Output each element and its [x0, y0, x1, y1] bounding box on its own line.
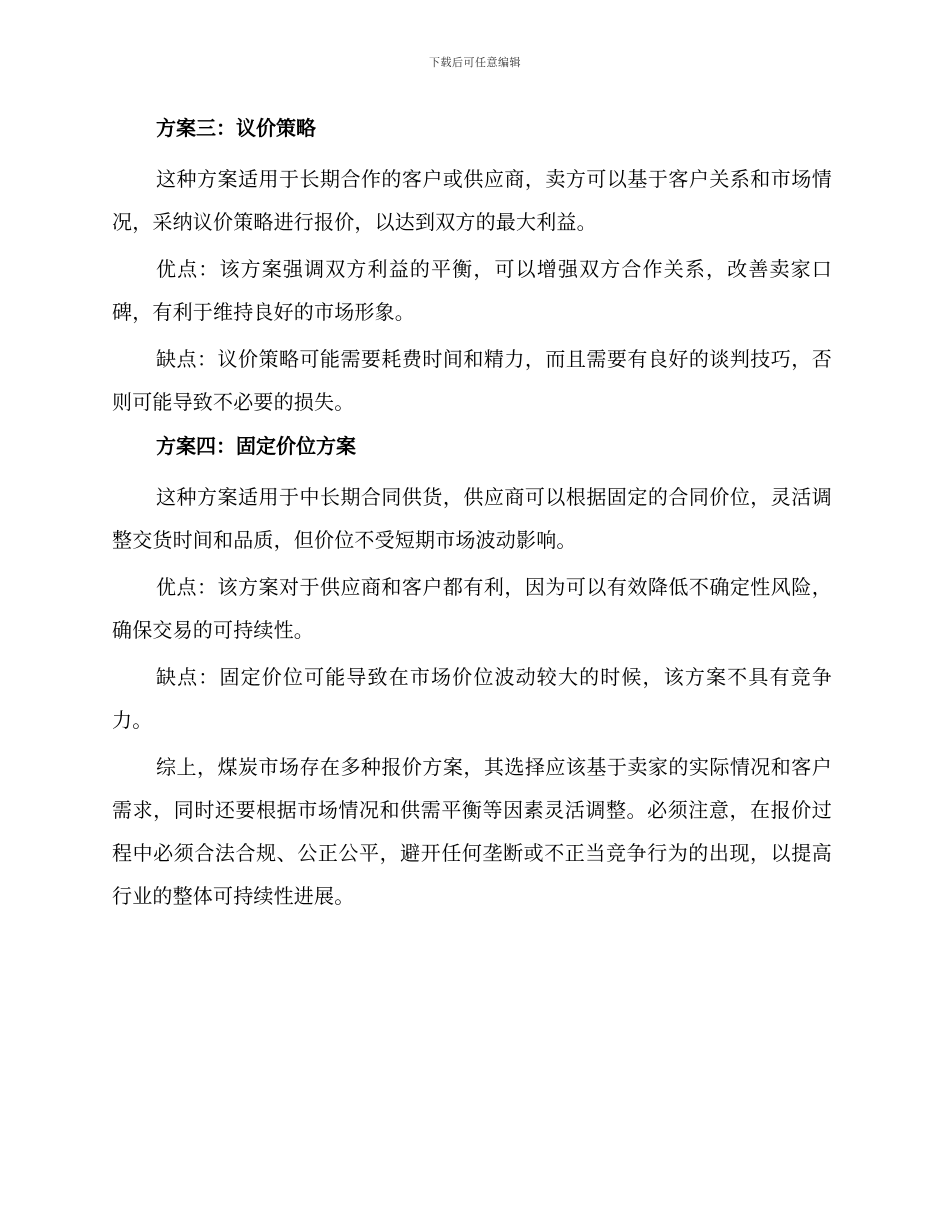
paragraph-advantages: 优点：该方案强调双方利益的平衡，可以增强双方合作关系，改善卖家口碑，有利于维持良好的市场形象。: [112, 257, 832, 324]
section-heading: 方案四：固定价位方案: [156, 434, 356, 458]
document-body: [112, 110, 832, 922]
paragraph-disadvantages: 缺点：固定价位可能导致在市场价位波动较大的时候，该方案不具有竞争力。: [112, 665, 832, 732]
paragraph-conclusion: 综上，煤炭市场存在多种报价方案，其选择应该基于卖家的实际情况和客户需求，同时还要根据市场情况和供需平衡等因素灵活调整。必须注意，在报价过程中必须合法合规、公正公平，避开任何垄断或不正当竞争行为的出现，以提高行业的整体可持续性进展。: [112, 755, 832, 908]
section-plan-four: [112, 428, 832, 742]
page-header-note: 下载后可任意编辑: [429, 56, 521, 69]
paragraph-description: 这种方案适用于中长期合同供货，供应商可以根据固定的合同价位，灵活调整交货时间和品质，但价位不受短期市场波动影响。: [112, 485, 832, 552]
section-heading: 方案三：议价策略: [156, 116, 316, 140]
paragraph-advantages: 优点：该方案对于供应商和客户都有利，因为可以有效降低不确定性风险，确保交易的可持续性。: [112, 575, 832, 642]
paragraph-description: 这种方案适用于长期合作的客户或供应商，卖方可以基于客户关系和市场情况，采纳议价策略进行报价，以达到双方的最大利益。: [112, 167, 832, 234]
section-plan-three: [112, 110, 832, 424]
paragraph-disadvantages: 缺点：议价策略可能需要耗费时间和精力，而且需要有良好的谈判技巧，否则可能导致不必要的损失。: [112, 347, 832, 414]
